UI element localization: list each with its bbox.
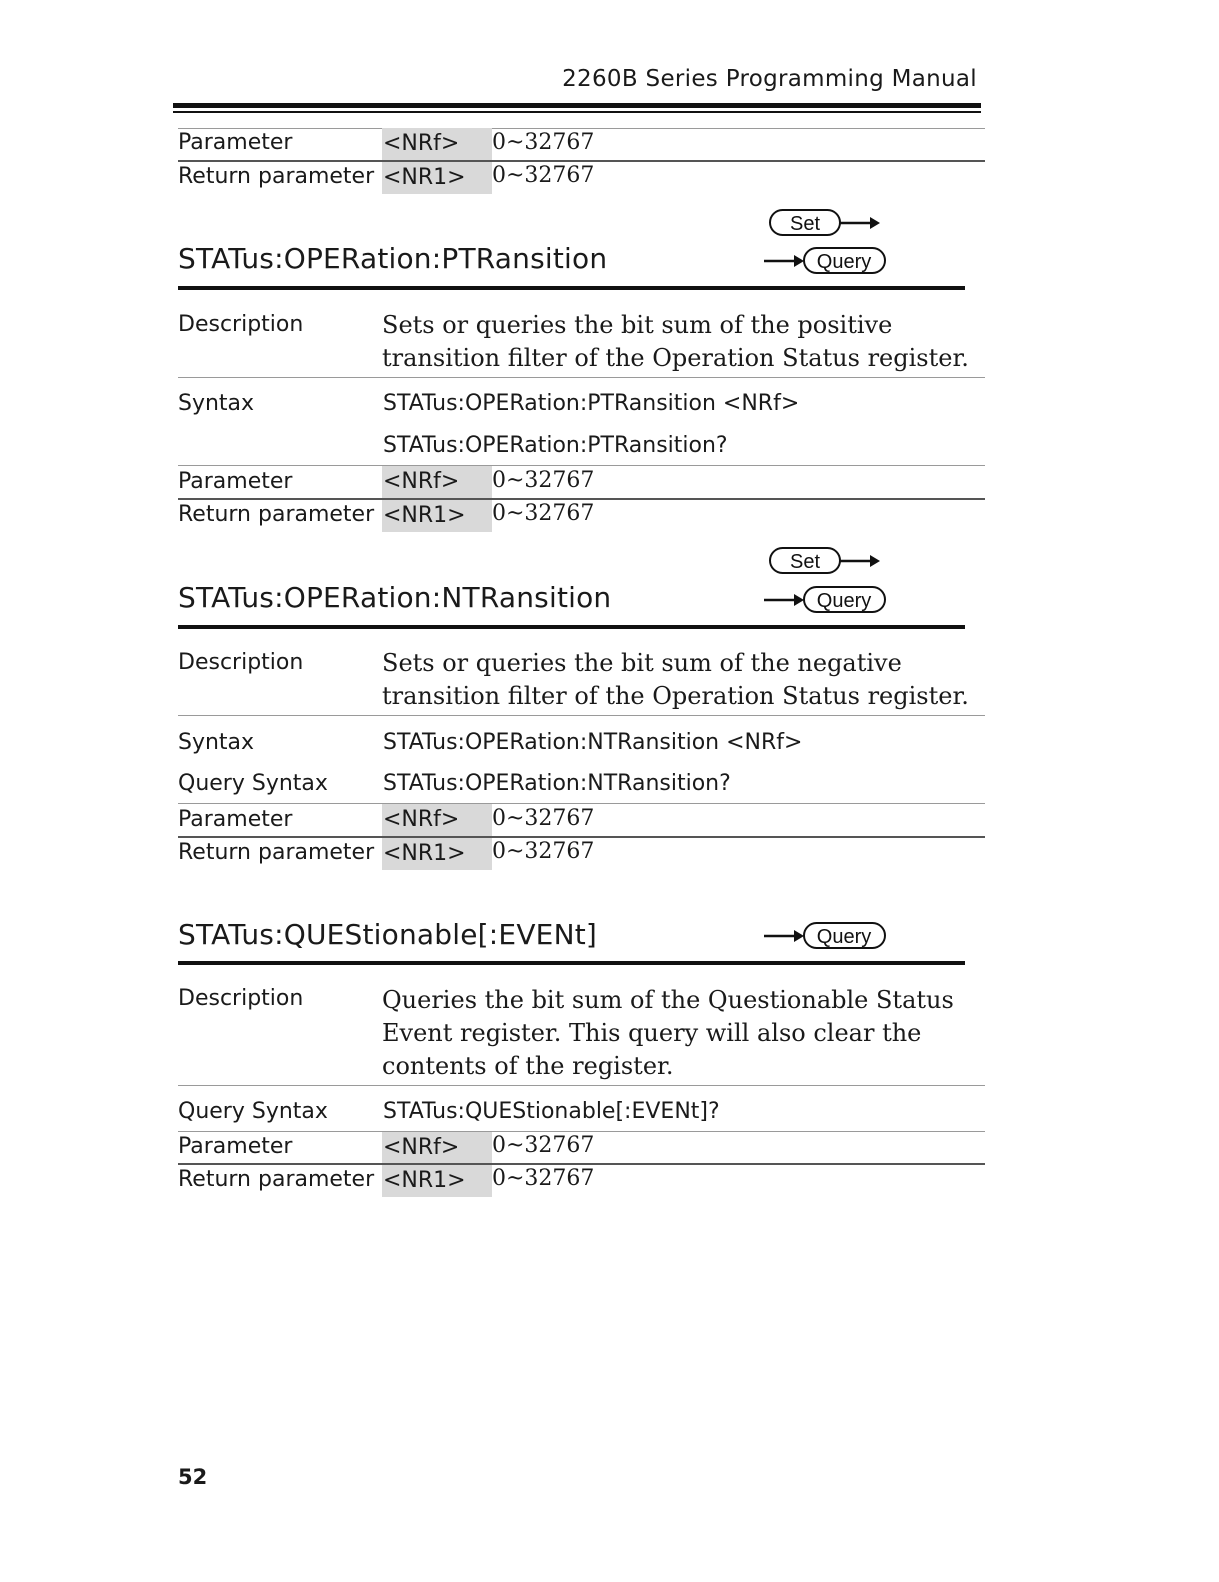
set-label: Set bbox=[789, 213, 821, 235]
header-rule bbox=[173, 103, 981, 108]
return-parameter-type: <NR1> bbox=[382, 500, 492, 532]
parameter-type: <NRf> bbox=[382, 128, 492, 160]
divider bbox=[178, 498, 985, 500]
parameter-label: Parameter bbox=[178, 1134, 293, 1159]
return-parameter-type: <NR1> bbox=[382, 838, 492, 870]
command-title-ntr: STATus:OPERation:NTRansition bbox=[178, 581, 612, 614]
header-rule-thin bbox=[173, 111, 981, 113]
parameter-range: 0~32767 bbox=[492, 806, 595, 831]
syntax-text: STATus:OPERation:NTRansition <NRf> bbox=[383, 730, 803, 755]
return-parameter-range: 0~32767 bbox=[492, 1166, 595, 1191]
parameter-type: <NRf> bbox=[382, 804, 492, 836]
query-label: Query bbox=[816, 926, 872, 948]
description-label: Description bbox=[178, 986, 304, 1011]
page-number: 52 bbox=[178, 1465, 208, 1489]
description-text: Sets or queries the bit sum of the positive transition filter of the Operation Status register. bbox=[382, 311, 969, 372]
query-syntax-text: STATus:OPERation:NTRansition? bbox=[383, 771, 731, 796]
parameter-range: 0~32767 bbox=[492, 1133, 595, 1158]
query-syntax-text: STATus:QUEStionable[:EVENt]? bbox=[383, 1099, 720, 1124]
return-parameter-type: <NR1> bbox=[382, 1165, 492, 1197]
title-rule bbox=[178, 961, 965, 965]
return-parameter-label: Return parameter bbox=[178, 164, 375, 189]
syntax-label: Syntax bbox=[178, 730, 255, 755]
description-text: Queries the bit sum of the Questionable Status Event register. This query will also clear the contents of the register. bbox=[382, 986, 954, 1080]
parameter-type: <NRf> bbox=[382, 1132, 492, 1164]
set-label: Set bbox=[789, 551, 821, 573]
syntax-label: Syntax bbox=[178, 391, 255, 416]
parameter-range: 0~32767 bbox=[492, 130, 595, 155]
divider bbox=[178, 1163, 985, 1165]
divider bbox=[178, 715, 985, 716]
query-syntax-label: Query Syntax bbox=[178, 771, 328, 796]
return-parameter-label: Return parameter bbox=[178, 840, 375, 865]
syntax-text: STATus:OPERation:PTRansition <NRf> bbox=[383, 391, 800, 416]
divider bbox=[178, 160, 985, 162]
command-title-ptr: STATus:OPERation:PTRansition bbox=[178, 242, 608, 275]
divider bbox=[178, 128, 985, 129]
divider bbox=[178, 1131, 985, 1132]
query-label: Query bbox=[816, 251, 872, 273]
query-icon bbox=[762, 585, 890, 615]
title-rule bbox=[178, 286, 965, 290]
title-rule bbox=[178, 625, 965, 629]
command-title-ques: STATus:QUEStionable[:EVENt] bbox=[178, 918, 598, 951]
parameter-range: 0~32767 bbox=[492, 468, 595, 493]
parameter-label: Parameter bbox=[178, 807, 293, 832]
header-title: 2260B Series Programming Manual bbox=[562, 66, 977, 92]
divider bbox=[178, 836, 985, 838]
query-icon bbox=[762, 246, 890, 276]
description-text: Sets or queries the bit sum of the negative transition filter of the Operation Status register. bbox=[382, 649, 969, 710]
query-icon bbox=[762, 921, 890, 951]
divider bbox=[178, 1085, 985, 1086]
query-label: Query bbox=[816, 590, 872, 612]
parameter-label: Parameter bbox=[178, 469, 293, 494]
return-parameter-label: Return parameter bbox=[178, 502, 375, 527]
divider bbox=[178, 377, 985, 378]
divider bbox=[178, 803, 985, 804]
set-icon bbox=[768, 208, 883, 238]
set-icon bbox=[768, 546, 883, 576]
return-parameter-type: <NR1> bbox=[382, 162, 492, 194]
return-parameter-range: 0~32767 bbox=[492, 839, 595, 864]
return-parameter-range: 0~32767 bbox=[492, 163, 595, 188]
query-syntax-label: Query Syntax bbox=[178, 1099, 328, 1124]
return-parameter-range: 0~32767 bbox=[492, 501, 595, 526]
parameter-label: Parameter bbox=[178, 130, 293, 155]
description-label: Description bbox=[178, 312, 304, 337]
parameter-type: <NRf> bbox=[382, 466, 492, 498]
divider bbox=[178, 465, 985, 466]
description-label: Description bbox=[178, 650, 304, 675]
query-syntax-text: STATus:OPERation:PTRansition? bbox=[383, 433, 728, 458]
return-parameter-label: Return parameter bbox=[178, 1167, 375, 1192]
